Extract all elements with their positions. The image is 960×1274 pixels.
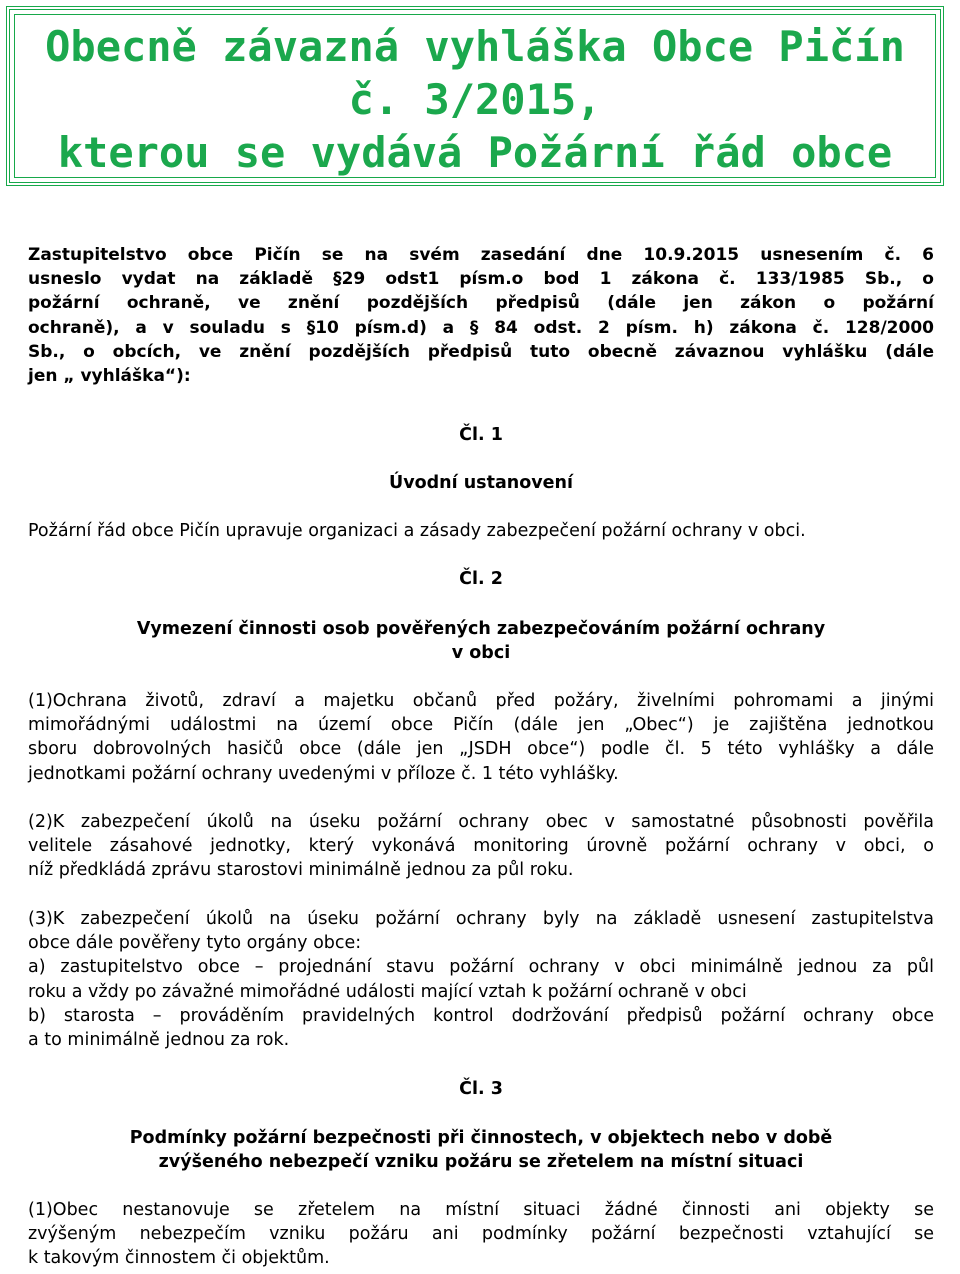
paragraph-line: a) zastupitelstvo obce – projednání stavu požární ochrany v obci minimálně jednou za půl — [28, 957, 934, 978]
article-2-paragraph-2 — [28, 810, 934, 883]
title-line-3: kterou se vydává Požární řád obce — [57, 128, 893, 177]
article-3-number: Čl. 3 — [459, 1079, 503, 1099]
article-3-paragraph-1 — [28, 1198, 934, 1271]
paragraph-line: níž předkládá zprávu starostovi minimálně jednou za půl roku. — [28, 860, 574, 881]
paragraph-line: zvýšeným nebezpečím vzniku požáru ani podmínky požární bezpečnosti vztahující se — [28, 1224, 934, 1245]
paragraph-line: sboru dobrovolných hasičů obce (dále jen „JSDH obce“) podle čl. 5 této vyhlášky a dále — [28, 739, 934, 760]
paragraph-line: Požární řád obce Pičín upravuje organizaci a zásady zabezpečení požární ochrany v obci. — [28, 521, 806, 541]
article-2-heading-line-2: v obci — [451, 643, 511, 663]
paragraph-line: b) starosta – prováděním pravidelných kontrol dodržování předpisů požární ochrany obce — [28, 1005, 934, 1026]
article-1-number: Čl. 1 — [459, 425, 503, 445]
paragraph-line: roku a vždy po závažné mimořádné události mající vztah k požární ochraně v obci — [28, 981, 747, 1002]
article-2-paragraph-3 — [28, 907, 934, 1052]
intro-line: Zastupitelstvo obce Pičín se na svém zasedání dne 10.9.2015 usnesením č. 6 — [28, 245, 934, 265]
article-3-heading-line-1: Podmínky požární bezpečnosti při činnostech, v objektech nebo v době — [129, 1128, 833, 1148]
article-2-heading-line-1: Vymezení činnosti osob pověřených zabezpečováním požární ochrany — [136, 619, 826, 639]
title-line-2: č. 3/2015, — [348, 75, 602, 124]
intro-line: jen „ vyhláška“): — [28, 366, 191, 387]
paragraph-line: k takovým činnostem či objektům. — [28, 1248, 330, 1269]
intro-line: Sb., o obcích, ve znění pozdějších předpisů tuto obecně závaznou vyhlášku (dále — [28, 341, 934, 362]
paragraph-line: velitele zásahové jednotky, který vykonává monitoring úrovně požární ochrany v obci, o — [28, 836, 934, 857]
article-1-heading: Úvodní ustanovení — [389, 473, 573, 493]
paragraph-line: (1)Ochrana životů, zdraví a majetku občanů před požáry, živelními pohromami a jinými — [28, 691, 934, 711]
paragraph-line: (1)Obec nestanovuje se zřetelem na místní situaci žádné činnosti ani objekty se — [28, 1200, 934, 1220]
intro-line: ochraně), a v souladu s §10 písm.d) a § 84 odst. 2 písm. h) zákona č. 128/2000 — [28, 317, 934, 338]
paragraph-line: (3)K zabezpečení úkolů na úseku požární ochrany byly na základě usnesení zastupitelstva — [28, 909, 934, 929]
intro-line: usneslo vydat na základě §29 odst1 písm.o bod 1 zákona č. 133/1985 Sb., o — [28, 269, 934, 290]
title-line-1: Obecně závazná vyhláška Obce Pičín — [45, 22, 905, 71]
paragraph-line: obce dále pověřeny tyto orgány obce: — [28, 933, 362, 954]
paragraph-line: jednotkami požární ochrany uvedenými v příloze č. 1 této vyhlášky. — [28, 763, 619, 784]
article-1-text — [28, 519, 934, 543]
article-3-heading-line-2: zvýšeného nebezpečí vzniku požáru se zřetelem na místní situaci — [158, 1152, 804, 1172]
intro-paragraph — [28, 243, 934, 388]
intro-line: požární ochraně, ve znění pozdějších předpisů (dále jen zákon o požární — [28, 293, 934, 314]
article-2-number: Čl. 2 — [459, 569, 503, 589]
paragraph-line: (2)K zabezpečení úkolů na úseku požární ochrany obec v samostatné působnosti pověřila — [28, 812, 934, 832]
document-title — [6, 20, 944, 179]
paragraph-line: a to minimálně jednou za rok. — [28, 1030, 290, 1051]
paragraph-line: mimořádnými událostmi na území obce Pičín (dále jen „Obec“) je zajištěna jednotkou — [28, 715, 934, 736]
article-2-paragraph-1 — [28, 689, 934, 786]
